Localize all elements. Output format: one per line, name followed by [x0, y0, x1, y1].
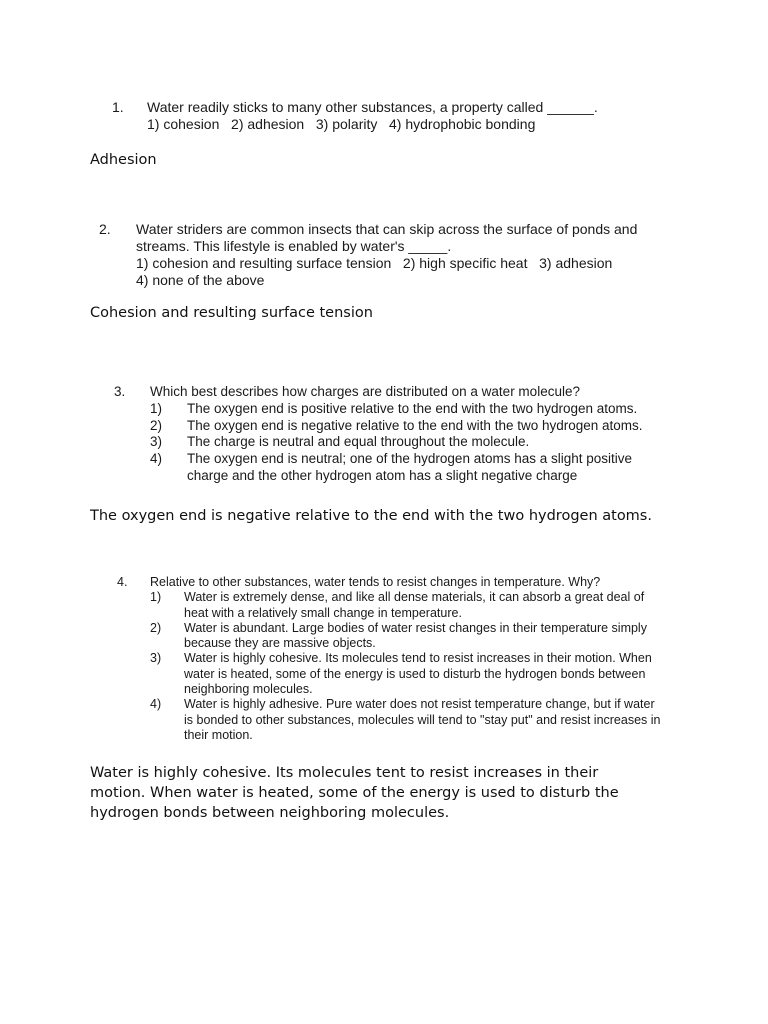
question-1-number: 1.: [112, 99, 124, 115]
option-number: 1): [150, 590, 162, 605]
question-3-option-2: [150, 418, 674, 435]
question-2-options-line-2: 4) none of the above: [136, 272, 265, 288]
question-2-options-line-1: 1) cohesion and resulting surface tension 2) high specific heat 3) adhesion: [136, 255, 613, 271]
question-1-options: 1) cohesion 2) adhesion 3) polarity 4) hydrophobic bonding: [147, 116, 536, 132]
option-text: The oxygen end is negative relative to the end with the two hydrogen atoms.: [187, 417, 643, 433]
question-2: [99, 221, 659, 289]
question-1: [112, 99, 652, 133]
question-4-stem: Relative to other substances, water tends to resist changes in temperature. Why?: [150, 575, 601, 589]
option-text: Water is highly cohesive. Its molecules tend to resist increases in their motion. When water is heated, some of the energy is used to disturb the hydrogen bonds between neighboring molecules.: [184, 651, 652, 697]
question-3: [114, 384, 674, 485]
option-number: 4): [150, 697, 162, 712]
question-2-stem: Water striders are common insects that can skip across the surface of ponds and streams. This lifestyle is enabled by water's _____.: [136, 221, 638, 254]
answer-1: Adhesion: [90, 152, 157, 168]
question-4-option-1: [150, 590, 662, 621]
option-number: 1): [150, 400, 163, 416]
option-number: 2): [150, 620, 162, 635]
question-1-stem: Water readily sticks to many other substances, a property called ______.: [147, 99, 598, 115]
question-3-option-1: [150, 401, 674, 418]
option-text: Water is highly adhesive. Pure water does not resist temperature change, but if water is bonded to other substances, molecules will tend to "stay put" and resist increases in their motion.: [184, 697, 661, 742]
answer-4: Water is highly cohesive. Its molecules tent to resist increases in their motion. When water is heated, some of the energy is used to disturb the hydrogen bonds between neighboring molecules.: [90, 765, 619, 821]
question-3-stem: Which best describes how charges are distributed on a water molecule?: [150, 384, 580, 399]
question-4-option-2: [150, 621, 662, 652]
question-4-number: 4.: [117, 575, 128, 589]
answer-2: Cohesion and resulting surface tension: [90, 305, 373, 321]
option-text: Water is extremely dense, and like all dense materials, it can absorb a great deal of heat with a relatively small change in temperature.: [184, 590, 645, 620]
question-4-option-4: [150, 697, 662, 743]
question-3-option-4: [150, 451, 674, 485]
option-text: Water is abundant. Large bodies of water resist changes in their temperature simply because they are massive objects.: [184, 620, 647, 651]
question-3-option-3: [150, 434, 674, 451]
option-number: 2): [150, 417, 163, 433]
question-3-number: 3.: [114, 384, 126, 399]
option-text: The oxygen end is neutral; one of the hydrogen atoms has a slight positive charge and the other hydrogen atom has a slight negative charge: [187, 451, 633, 483]
question-4: [117, 575, 662, 743]
option-text: The oxygen end is positive relative to the end with the two hydrogen atoms.: [187, 400, 638, 416]
answer-3: The oxygen end is negative relative to the end with the two hydrogen atoms.: [90, 508, 652, 524]
option-number: 4): [150, 451, 163, 467]
option-text: The charge is neutral and equal throughout the molecule.: [187, 434, 530, 450]
question-2-number: 2.: [99, 221, 111, 237]
question-4-option-3: [150, 651, 662, 697]
option-number: 3): [150, 651, 162, 666]
option-number: 3): [150, 434, 163, 450]
